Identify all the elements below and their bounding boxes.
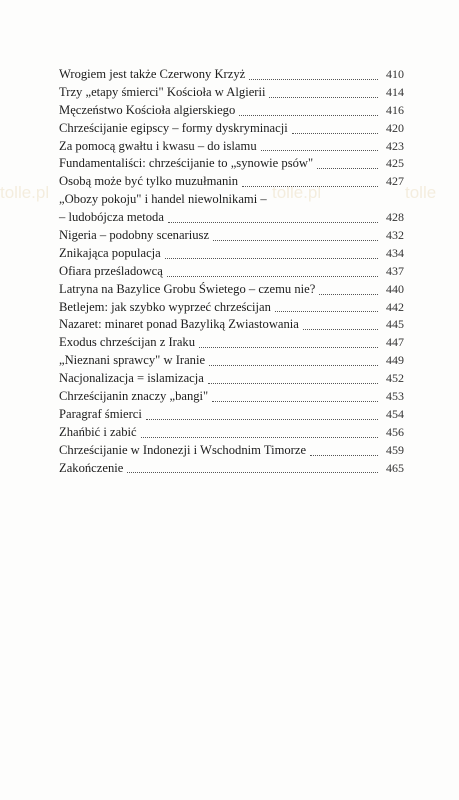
toc-entry-page: 434 xyxy=(386,245,404,260)
toc-entry-page: 456 xyxy=(386,424,404,439)
toc-entry-title: „Nieznani sprawcy" w Iranie xyxy=(59,353,206,368)
toc-entry xyxy=(59,424,404,442)
toc-entry xyxy=(59,352,404,370)
toc-entry-page: 427 xyxy=(386,174,404,189)
dot-leader xyxy=(310,455,378,456)
dot-leader xyxy=(167,276,378,277)
toc-entry-title: Chrześcijanie w Indonezji i Wschodnim Timorze xyxy=(59,442,307,457)
dot-leader xyxy=(168,222,378,223)
toc-entry-title: Paragraf śmierci xyxy=(59,406,142,421)
dot-leader xyxy=(127,472,378,473)
dot-leader xyxy=(141,437,378,438)
dot-leader xyxy=(269,97,378,98)
toc-entry xyxy=(59,120,404,138)
toc-entry xyxy=(59,299,404,317)
toc-entry-title: Osobą może być tylko muzułmanin xyxy=(59,174,239,189)
toc-entry xyxy=(59,334,404,352)
toc-entry-page: 465 xyxy=(386,460,404,475)
toc-entry-page: 447 xyxy=(386,335,404,350)
toc-entry-title: Ofiara prześladowcą xyxy=(59,263,163,278)
toc-entry-page: 414 xyxy=(386,84,404,99)
watermark-left: tolle.pl xyxy=(0,183,50,202)
toc-entry xyxy=(59,442,404,460)
toc-entry-title: „Obozy pokoju" i handel niewolnikami – xyxy=(59,192,267,207)
toc-entry-first-line xyxy=(59,191,404,209)
toc-entry-page: 437 xyxy=(386,263,404,278)
dot-leader xyxy=(146,419,378,420)
toc-entry-title: – ludobójcza metoda xyxy=(59,210,164,225)
toc-entry-title: Znikająca populacja xyxy=(59,245,161,260)
toc-entry xyxy=(59,138,404,156)
toc-entry-page: 459 xyxy=(386,442,404,457)
toc-entry-page: 432 xyxy=(386,228,404,242)
toc-entry-page: 452 xyxy=(386,371,404,386)
toc-entry-title: Exodus chrześcijan z Iraku xyxy=(59,335,196,350)
dot-leader xyxy=(242,186,378,187)
toc-entry-page: 440 xyxy=(386,281,404,296)
dot-leader xyxy=(208,383,378,384)
watermark-center: tolle.pl xyxy=(272,183,322,202)
toc-entry-page: 428 xyxy=(386,210,404,225)
toc-entry-title: Nigeria – podobny scenariusz xyxy=(59,228,210,242)
toc-entry xyxy=(59,460,404,478)
toc-entry-title: Zakończenie xyxy=(59,460,124,475)
toc-entry-title: Latryna na Bazylice Grobu Świetego – czemu nie? xyxy=(59,281,316,296)
toc-entry xyxy=(59,281,404,299)
table-of-contents xyxy=(59,66,404,477)
dot-leader xyxy=(303,329,378,330)
dot-leader xyxy=(261,150,378,151)
toc-entry xyxy=(59,388,404,406)
toc-entry-title: Nazaret: minaret ponad Bazyliką Zwiastowania xyxy=(59,317,299,332)
toc-entry-page: 449 xyxy=(386,353,404,368)
toc-entry-page: 420 xyxy=(386,120,404,135)
toc-entry-page: 416 xyxy=(386,102,404,117)
dot-leader xyxy=(213,240,378,241)
toc-entry-title: Chrześcijanin znaczy „bangi" xyxy=(59,389,209,404)
dot-leader xyxy=(199,347,378,348)
toc-entry-title: Zhańbić i zabić xyxy=(59,424,137,439)
dot-leader xyxy=(317,168,378,169)
dot-leader xyxy=(212,401,378,402)
toc-entry xyxy=(59,84,404,102)
toc-entry xyxy=(59,263,404,281)
toc-entry-title: Wrogiem jest także Czerwony Krzyż xyxy=(59,66,246,81)
toc-entry xyxy=(59,102,404,120)
toc-entry xyxy=(59,173,404,191)
toc-entry-page: 410 xyxy=(386,66,404,81)
dot-leader xyxy=(239,115,378,116)
dot-leader xyxy=(319,294,378,295)
toc-entry xyxy=(59,316,404,334)
toc-entry-page: 442 xyxy=(386,299,404,314)
toc-entry xyxy=(59,227,404,245)
toc-entry xyxy=(59,245,404,263)
watermark-right: tolle xyxy=(405,183,437,202)
toc-entry-page: 423 xyxy=(386,138,404,153)
toc-entry xyxy=(59,66,404,84)
dot-leader xyxy=(249,79,378,80)
toc-entry-page: 453 xyxy=(386,389,404,404)
toc-entry-title: Za pomocą gwałtu i kwasu – do islamu xyxy=(59,138,257,153)
toc-entry-title: Męczeństwo Kościoła algierskiego xyxy=(59,102,236,117)
toc-entry-title: Chrześcijanie egipscy – formy dyskryminacji xyxy=(59,120,288,135)
toc-entry xyxy=(59,155,404,173)
dot-leader xyxy=(275,311,378,312)
toc-entry-page: 445 xyxy=(386,317,404,332)
toc-entry-page: 454 xyxy=(386,406,404,421)
dot-leader xyxy=(292,133,378,134)
toc-entry-title: Betlejem: jak szybko wyprzeć chrześcijan xyxy=(59,299,271,314)
toc-entry-page: 425 xyxy=(386,156,404,171)
toc-entry-title: Trzy „etapy śmierci" Kościoła w Algierii xyxy=(59,84,266,99)
toc-entry-title: Nacjonalizacja = islamizacja xyxy=(59,371,204,386)
toc-entry-continuation xyxy=(59,209,404,227)
toc-entry xyxy=(59,370,404,388)
toc-entry xyxy=(59,406,404,424)
dot-leader xyxy=(165,258,378,259)
dot-leader xyxy=(209,365,378,366)
toc-entry-title: Fundamentaliści: chrześcijanie to „synowie psów" xyxy=(59,156,314,171)
